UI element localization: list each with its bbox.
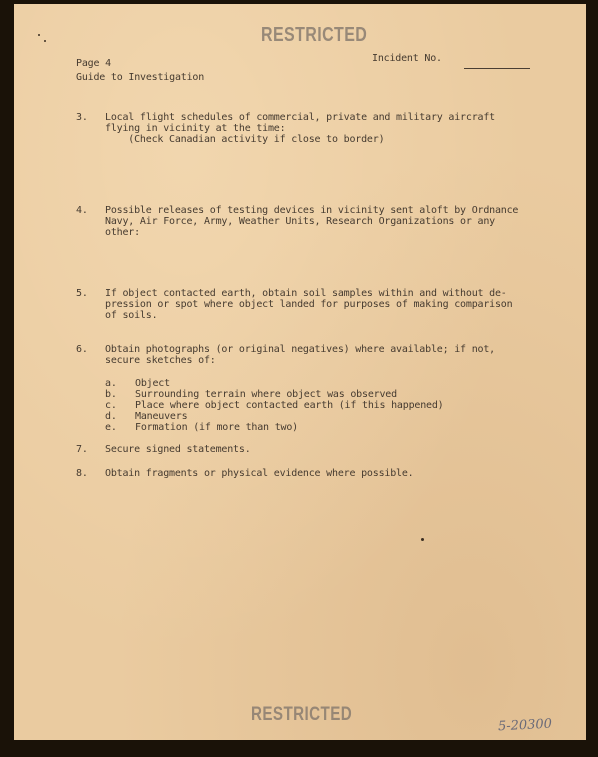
ink-speck xyxy=(44,40,46,42)
subitem-text: Place where object contacted earth (if this happened) xyxy=(135,400,444,411)
item-number: 6. xyxy=(76,344,88,355)
item-line: Possible releases of testing devices in vicinity sent aloft by Ordnance xyxy=(105,205,519,216)
document-page xyxy=(14,4,586,740)
subitem-text: Surrounding terrain where object was observed xyxy=(135,389,397,400)
incident-number-blank xyxy=(464,68,530,69)
incident-label: Incident No. xyxy=(372,53,442,64)
restricted-stamp-top: RESTRICTED xyxy=(261,24,368,46)
subitem-text: Object xyxy=(135,378,170,389)
restricted-stamp-bottom: RESTRICTED xyxy=(251,704,353,725)
subitem-letter: c. xyxy=(105,400,117,411)
item-line: secure sketches of: xyxy=(105,355,216,366)
item-line: If object contacted earth, obtain soil samples within and without de- xyxy=(105,288,507,299)
handwritten-number: 5-20300 xyxy=(497,716,553,735)
item-line: flying in vicinity at the time: xyxy=(105,123,286,134)
subitem-text: Maneuvers xyxy=(135,411,188,422)
item-line: Obtain photographs (or original negatives) where available; if not, xyxy=(105,344,495,355)
item-number: 5. xyxy=(76,288,88,299)
subitem-text: Formation (if more than two) xyxy=(135,422,298,433)
item-number: 7. xyxy=(76,444,88,455)
subitem-letter: b. xyxy=(105,389,117,400)
item-line: (Check Canadian activity if close to border) xyxy=(105,134,385,145)
item-line: Local flight schedules of commercial, private and military aircraft xyxy=(105,112,495,123)
subitem-letter: d. xyxy=(105,411,117,422)
guide-title: Guide to Investigation xyxy=(76,72,205,83)
item-line: Secure signed statements. xyxy=(105,444,251,455)
page-number: Page 4 xyxy=(76,58,111,69)
item-line: Obtain fragments or physical evidence where possible. xyxy=(105,468,414,479)
item-line: Navy, Air Force, Army, Weather Units, Research Organizations or any xyxy=(105,216,495,227)
item-line: of soils. xyxy=(105,310,158,321)
item-line: pression or spot where object landed for purposes of making comparison xyxy=(105,299,513,310)
item-number: 8. xyxy=(76,468,88,479)
item-line: other: xyxy=(105,227,140,238)
item-number: 4. xyxy=(76,205,88,216)
ink-speck xyxy=(421,538,424,541)
subitem-letter: a. xyxy=(105,378,117,389)
subitem-letter: e. xyxy=(105,422,117,433)
ink-speck xyxy=(38,34,40,36)
item-number: 3. xyxy=(76,112,88,123)
